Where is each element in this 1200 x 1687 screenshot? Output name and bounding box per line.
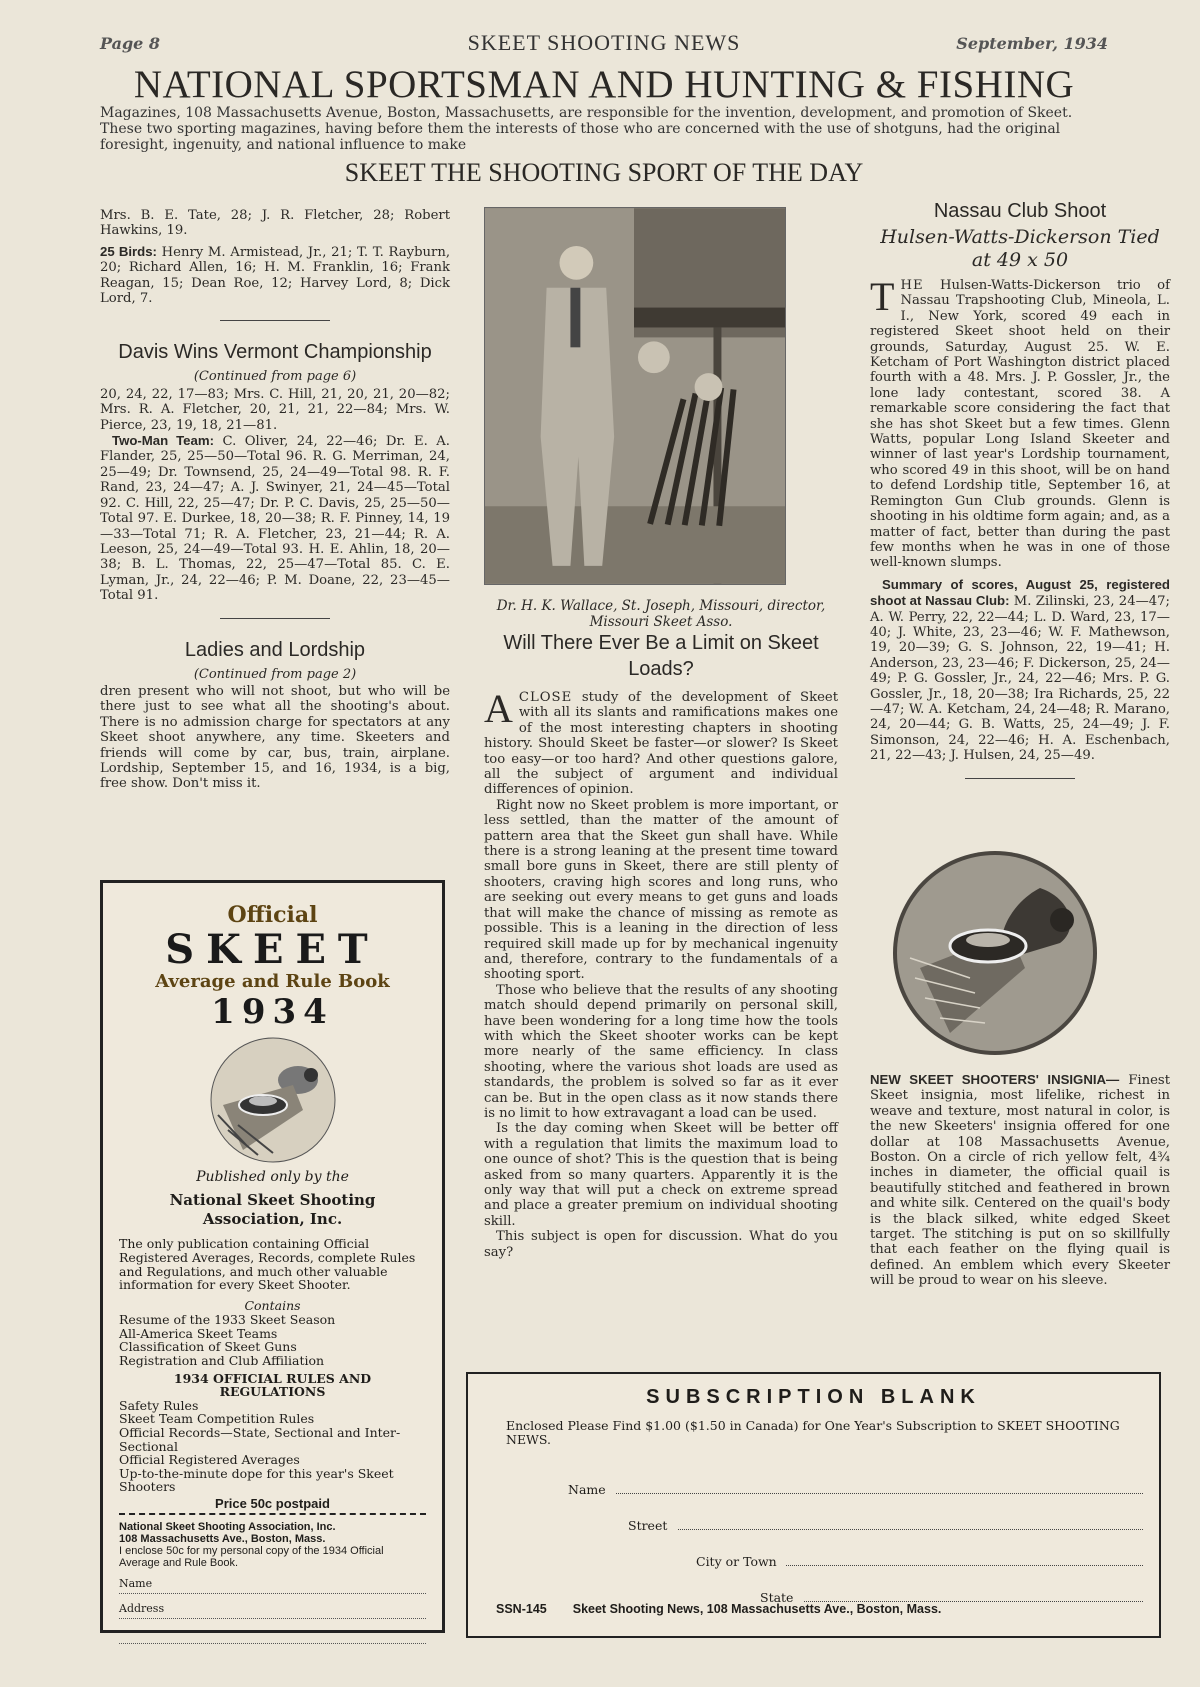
ad-description: The only publication containing Official Registered Averages, Records, complete Rules and Regulations, and much other valuable information for every Skeet Shooter. (119, 1236, 416, 1293)
list-item: Up-to-the-minute dope for this year's Skeet Shooters (119, 1465, 394, 1495)
para-text: study of the development of Skeet with all its slants and ramifications makes one of the most interesting chapters in shooting history. Should Skeet be faster—or slower? Is Skeet too easy—or too hard? And other questions galore, all the subject of argument and individual differences of opinion. (484, 690, 838, 798)
form-code: SSN-145 (496, 1602, 547, 1616)
summary-text: M. Zilinski, 23, 24—47; A. W. Perry, 22, 22—44; L. D. Ward, 23, 17—40; J. White, 23, 23—46; W. F. Mathewson, 19, 20—39; G. S. Johnson, 22, 19—41; H. Anderson, 23, 23—46; F. Dickerson, 25, 24—49; P. G. Gossler, Jr., 24, 22—46; Mrs. P. G. Gossler, Jr., 18, 20—38; Ira Richards, 25, 22—47; W. A. Ketcham, 24, 24—48; R. Marano, 24, 20—44; G. B. Watts, 25, 24—49; J. F. Simonson, 24, 22—46; H. A. Eschenbach, 21, 22—43; J. Hulsen, 24, 25—49. (870, 594, 1171, 764)
limit-para-2: Right now no Skeet problem is more important, or less settled, than the matter of the amount of pattern area that the Skeet gun shall have. While there is a strong leaning at the present time toward small bore guns in Skeet, there are still plenty of shooters, craving high scores and long runs, who are seeking out every means to get guns and loads that will make the chance of missing as remote as possible. This is a leaning in the direction of less required skill made up for by mechanical ingenuity and, therefore, contrary to the fundamentals of a shooting sport. (484, 797, 838, 983)
ad-order-form (119, 1521, 426, 1569)
list-item: Skeet Team Competition Rules (119, 1411, 315, 1427)
ad-rules-list (119, 1399, 426, 1494)
name-label: Name (568, 1482, 606, 1497)
insignia-caption (870, 1072, 1170, 1289)
divider (965, 778, 1075, 779)
limit-headline: Will There Ever Be a Limit on Skeet Loads? (503, 632, 819, 680)
subscription-blank (466, 1372, 1161, 1638)
nassau-para (870, 274, 1170, 571)
photo-caption: Dr. H. K. Wallace, St. Joseph, Missouri, director, Missouri Skeet Asso. (496, 598, 826, 630)
list-item: All-America Skeet Teams (119, 1325, 278, 1341)
order-text: I enclose 50c for my personal copy of the 1934 Official Average and Rule Book. (119, 1544, 384, 1569)
street-label: Street (628, 1518, 668, 1533)
page-number: Page 8 (100, 34, 161, 53)
state-line[interactable] (804, 1590, 1143, 1602)
list-item: Official Records—State, Sectional and Inter-Sectional (119, 1424, 401, 1454)
column-middle (484, 630, 838, 1260)
ad-price: Price 50c postpaid (119, 1496, 426, 1515)
insignia-label: NEW SKEET SHOOTERS' INSIGNIA— (870, 1072, 1120, 1087)
list-item: Resume of the 1933 Skeet Season (119, 1312, 336, 1328)
column-right (870, 198, 1170, 797)
city-line[interactable] (786, 1554, 1143, 1566)
city-label: City or Town (696, 1554, 777, 1569)
ad-association: National Skeet Shooting Association, Inc. (169, 1191, 376, 1228)
order-name-field[interactable]: Name (119, 1575, 426, 1594)
ad-contains-heading: Contains (244, 1298, 301, 1314)
wallace-photo (484, 207, 786, 585)
birds-text: Henry M. Armistead, Jr., 21; T. T. Rayburn, 20; Richard Allen, 16; H. M. Franklin, 16; Frank Reagan, 15; Dean Roe, 12; Harvey Lord, 8; Dick Lord, 7. (100, 244, 451, 307)
publication-name: SKEET SHOOTING NEWS (467, 30, 741, 55)
list-item: Official Registered Averages (119, 1452, 300, 1468)
team-text: C. Oliver, 24, 22—46; Dr. E. A. Flander, 25, 25—50—Total 96. R. G. Merriman, 24, 25—49; Dr. Townsend, 25, 24—49—Total 98. R. F. Rand, 23, 24—47; A. J. Swinyer, 21, 24—45—Total 92. C. Hill, 22, 25—47; Dr. P. C. Davis, 25, 25—50—Total 97. E. Durkee, 18, 20—38; R. F. Pinney, 14, 19—33—Total 71; R. A. Fletcher, 23, 21—44; R. A. Leeson, 25, 24—49—Total 93. H. E. Ahlin, 18, 20—38; B. L. Thomas, 22, 25—47—Total 85. C. E. Lyman, Jr., 24, 22—46; P. M. Doane, 22, 23—45—Total 91. (100, 434, 450, 604)
issue-date: September, 1934 (956, 34, 1108, 53)
list-item: Classification of Skeet Guns (119, 1339, 297, 1355)
nassau-subheadline: Hulsen-Watts-Dickerson Tied at 49 x 50 (880, 226, 1160, 271)
street-line[interactable] (678, 1518, 1143, 1530)
lead-word: CLOSE (518, 690, 573, 705)
ad-official: Official (227, 902, 318, 928)
nassau-summary (870, 577, 1170, 764)
subscription-footer (496, 1602, 941, 1616)
two-man-team (100, 433, 450, 603)
vermont-headline: Davis Wins Vermont Championship (118, 341, 432, 364)
nassau-headline: Nassau Club Shoot (933, 200, 1107, 222)
limit-para-4: Is the day coming when Skeet will be better off with a regulation that limits the maximum load to one ounce of shot? This is the question that is being asked from so many quarters. Apparently it is the only way that will put a check on extreme spread and place a greater premium on individual shooting skill. (484, 1121, 838, 1229)
list-item: Registration and Club Affiliation (119, 1352, 325, 1368)
ad-contents-list (119, 1313, 426, 1367)
limit-para-5: This subject is open for discussion. What do you say? (484, 1229, 838, 1260)
lead-word: HE (900, 278, 924, 293)
drop-cap: T (870, 274, 895, 319)
order-association: National Skeet Shooting Association, Inc. (119, 1520, 336, 1533)
ladies-text: dren present who will not shoot, but who will be there just to see what all the shooting's about. There is no admission charge for spectators at any Skeet shoot anywhere, any time. Skeeters and friends will come by car, bus, train, airplane. Lordship, September 15, and 16, 1934, is a big, free show. Don't miss it. (100, 683, 450, 792)
order-address: 108 Massachusetts Ave., Boston, Mass. (119, 1532, 326, 1545)
order-address-field[interactable]: Address (119, 1600, 426, 1619)
vermont-continued: (Continued from page 6) (193, 369, 357, 385)
skeeters-insignia-image (890, 848, 1100, 1058)
ladies-headline: Ladies and Lordship (184, 638, 366, 661)
banner-title: NATIONAL SPORTSMAN AND HUNTING & FISHING (133, 63, 1075, 106)
vermont-scores: 20, 24, 22, 17—83; Mrs. C. Hill, 21, 20, 21, 20—82; Mrs. R. A. Fletcher, 20, 21, 21, 22—84; Mrs. W. Pierce, 23, 19, 18, 21—81. (100, 386, 450, 433)
limit-para-3: Those who believe that the results of any shooting match should depend primarily on personal skill, have been wondering for a long time how the tools with which the Skeet shooter works can be kept more nearly of the same efficiency. In class shooting, where the various shot loads are used as standards, the problem is solved so far as it ever can be. But in the open class as it now stands there is no limit to how extravagant a load can be used. (484, 982, 838, 1121)
running-head (100, 30, 1108, 60)
divider (220, 618, 330, 619)
team-label: Two-Man Team: (112, 433, 214, 449)
list-item: Safety Rules (119, 1397, 199, 1413)
ad-book-title: Average and Rule Book (155, 971, 390, 992)
ad-published-by: Published only by the (196, 1169, 349, 1185)
quail-emblem-image (203, 1035, 343, 1165)
mail-address: Skeet Shooting News, 108 Massachusetts Ave., Boston, Mass. (572, 1602, 942, 1616)
ad-year: 1934 (211, 992, 334, 1032)
ad-rules-heading: 1934 OFFICIAL RULES AND REGULATIONS (173, 1370, 372, 1400)
divider (220, 320, 330, 321)
para-text: Hulsen-Watts-Dickerson trio of Nassau Trapshooting Club, Mineola, L. I., New York, scored 49 each in registered Skeet shoot held on their grounds, Saturday, August 25. W. E. Ketcham of Port Washington district placed fourth with a 48. Mrs. J. P. Gossler, Jr., the lone lady contestant, scored 38. A remarkable score considering the fact that she has shot Skeet but a few times. Glenn Watts, popular Long Island Skeeter and winner of last year's Lordship tournament, who scored 49 in this shoot, will be on hand to defend Lordship title, September 16, at Remington Gun Club grounds. Glenn is shooting in his oldtime form again; and, as a matter of fact, better than during the past few months when he was in one of those well-known slumps. (870, 278, 1170, 571)
insignia-text: Finest Skeet insignia, most lifelike, richest in weave and texture, most natural in color, is the new Skeeters' insignia offered for one dollar at 108 Massachusetts Avenue, Boston. On a circle of rich yellow felt, 4¾ inches in diameter, the official quail is beautifully stitched and feathered in brown and white silk. Centered on the quail's body is the black silked, white edged Skeet target. The stitching is put on so skillfully that each feather on the flying quail is defined. An emblem which every Skeeter will be proud to wear on his sleeve. (870, 1073, 1170, 1289)
column-left (100, 208, 450, 797)
order-extra-line[interactable] (119, 1625, 426, 1644)
banner-subtitle: SKEET THE SHOOTING SPORT OF THE DAY (344, 158, 864, 187)
banner-lede: Magazines, 108 Massachusetts Avenue, Boston, Massachusetts, are responsible for the invention, development, and promotion of Skeet. These two sporting magazines, having before them the interests of those who are concerned with the use of shotguns, had the original foresight, ingenuity, and national influence to make (100, 105, 1073, 153)
rule-book-advertisement (100, 880, 445, 1633)
name-line[interactable] (616, 1482, 1143, 1494)
birds-scores (100, 244, 450, 307)
subscription-enclosed: Enclosed Please Find $1.00 ($1.50 in Canada) for One Year's Subscription to SKEET SHOOTING NEWS. (506, 1418, 1120, 1447)
scores-continued: Mrs. B. E. Tate, 28; J. R. Fletcher, 28; Robert Hawkins, 19. (100, 208, 450, 239)
ladies-continued: (Continued from page 2) (193, 666, 357, 682)
summary-label: Summary of scores, August 25, registered shoot at Nassau Club: (870, 576, 1170, 609)
subscription-title: SUBSCRIPTION BLANK (646, 1386, 981, 1408)
birds-label: 25 Birds: (100, 243, 157, 259)
state-label: State (760, 1590, 794, 1605)
limit-para-1 (484, 686, 838, 798)
ad-skeet: SKEET (165, 926, 380, 973)
drop-cap: A (484, 686, 513, 731)
